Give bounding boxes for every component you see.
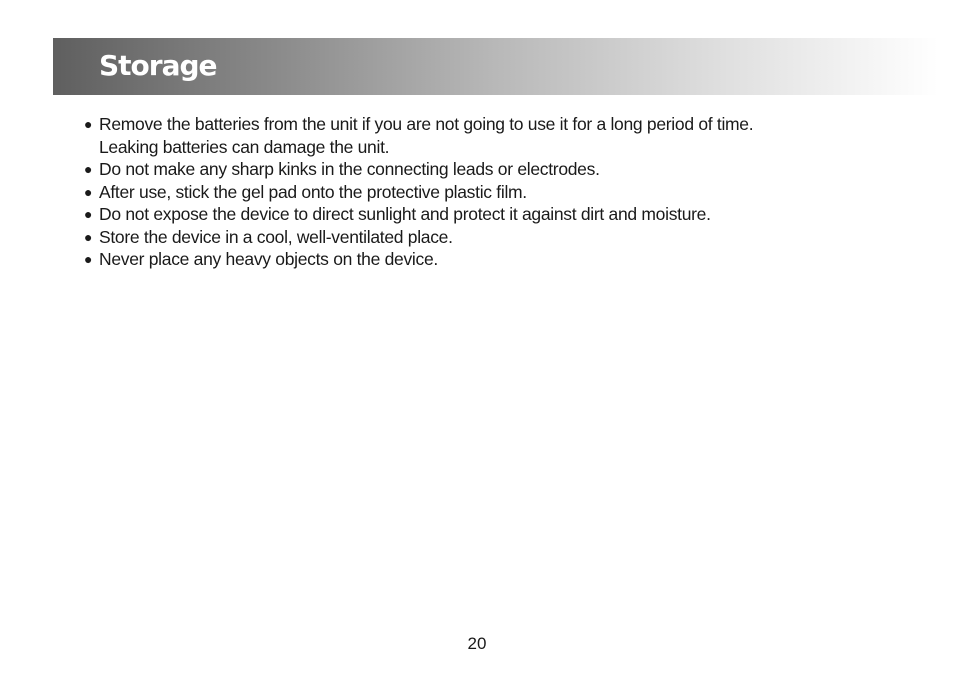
bullet-dot-icon: ●: [84, 116, 93, 132]
list-item: [84, 113, 884, 158]
list-item: [84, 158, 884, 181]
section-header-bar: [53, 38, 938, 95]
list-item-text: Never place any heavy objects on the device.: [99, 249, 438, 269]
list-item: [84, 181, 884, 204]
section-title: Storage: [99, 49, 217, 82]
bullet-dot-icon: ●: [84, 206, 93, 222]
storage-instructions-list: [84, 113, 884, 271]
list-item-text: After use, stick the gel pad onto the protective plastic film.: [99, 181, 527, 202]
bullet-dot-icon: ●: [84, 228, 93, 245]
list-item-text: Remove the batteries from the unit if you are not going to use it for a long period of time. Leaking batteries can damage the unit.: [99, 114, 754, 157]
page-number: 20: [467, 634, 487, 653]
list-item-text: Store the device in a cool, well-ventilated place.: [99, 226, 453, 247]
bullet-dot-icon: ●: [84, 161, 93, 177]
bullet-dot-icon: ●: [84, 251, 93, 267]
bullet-dot-icon: ●: [84, 183, 93, 200]
list-item: [84, 203, 884, 226]
list-item-text: Do not make any sharp kinks in the connecting leads or electrodes.: [99, 159, 600, 179]
list-item: [84, 226, 884, 249]
list-item: [84, 248, 884, 271]
list-item-text: Do not expose the device to direct sunlight and protect it against dirt and moisture.: [99, 204, 711, 224]
